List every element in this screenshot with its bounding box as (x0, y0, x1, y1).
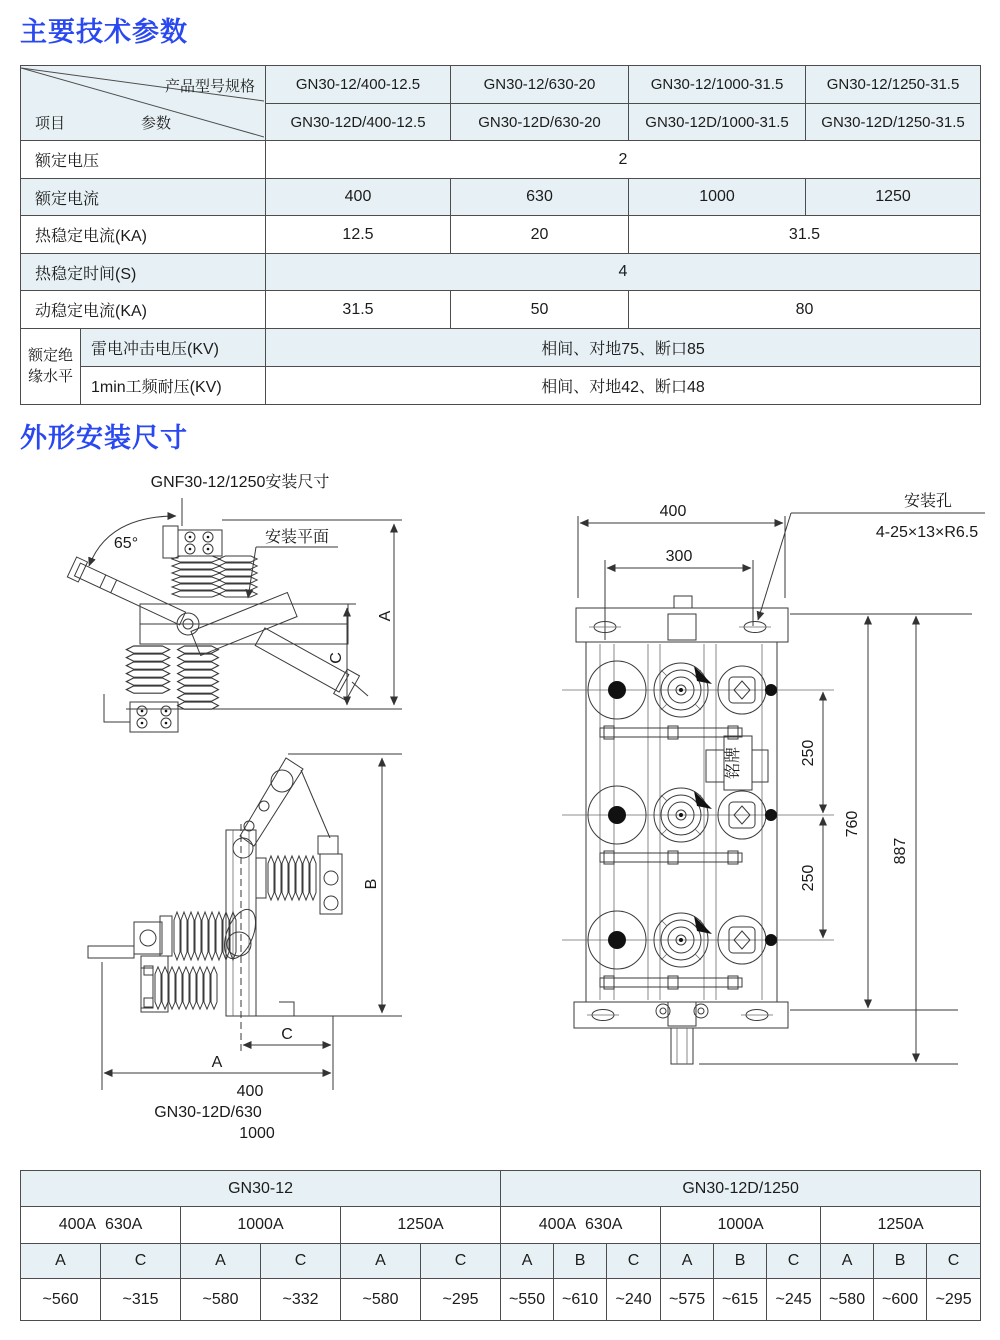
side-note-400: 400 (236, 1083, 264, 1100)
table-row (21, 254, 981, 291)
dim-letter-cell: A (501, 1244, 554, 1279)
param-label-cell: 雷电冲击电压(KV) (81, 329, 266, 367)
model-cell: GN30-12D/400-12.5 (266, 104, 451, 141)
table-row (21, 329, 981, 367)
mounting-hole-label: 安装孔 (903, 493, 953, 510)
dim-letter-cell: C (607, 1244, 661, 1279)
param-value-cell: 31.5 (266, 291, 451, 329)
rating-cell: 1000A (181, 1207, 341, 1244)
drawing-caption: GNF30-12/1250安装尺寸 (150, 474, 330, 491)
dim-value-row (21, 1279, 981, 1321)
rating-cell: 400A 630A (501, 1207, 661, 1244)
dim-letter-cell: C (421, 1244, 501, 1279)
model-header-row-1 (21, 66, 981, 104)
dim-letter-cell: A (661, 1244, 714, 1279)
series-title-left: GN30-12 (21, 1171, 501, 1207)
param-value-cell: 相间、对地42、断口48 (266, 367, 981, 405)
param-value-cell: 80 (629, 291, 981, 329)
dim-C-label: C (328, 652, 345, 664)
phase-row-2 (562, 786, 834, 844)
dim-B-label: B (363, 878, 380, 890)
dim-value-cell: ~245 (767, 1279, 821, 1321)
corner-label-item: 项目 (35, 115, 66, 132)
dim-C2-label: C (281, 1026, 293, 1043)
dim-letter-cell: A (341, 1244, 421, 1279)
dim-value-cell: ~580 (341, 1279, 421, 1321)
front-width-label: 400 (659, 503, 687, 520)
section-title-tech-params: 主要技术参数 (20, 17, 188, 47)
angle-label: 65° (113, 535, 139, 552)
diagonal-corner-cell (21, 66, 266, 141)
rating-cell: 400A 630A (21, 1207, 181, 1244)
installation-drawings (0, 455, 1000, 1167)
table-row (21, 141, 981, 179)
dim-A-label: A (377, 610, 394, 622)
param-value-cell: 20 (451, 216, 629, 254)
dim-value-cell: ~240 (607, 1279, 661, 1321)
dim-letter-cell: B (714, 1244, 767, 1279)
param-value-cell: 12.5 (266, 216, 451, 254)
nameplate-label: 铭牌 (725, 746, 742, 780)
dim-letter-cell: A (181, 1244, 261, 1279)
model-cell: GN30-12/1000-31.5 (629, 66, 806, 104)
pitch1-label: 250 (800, 739, 817, 767)
param-value-cell: 50 (451, 291, 629, 329)
side-note-model: GN30-12D/630 (154, 1104, 262, 1121)
side-note-1000: 1000 (239, 1125, 275, 1142)
dim-value-cell: ~550 (501, 1279, 554, 1321)
dim-letter-cell: C (767, 1244, 821, 1279)
series-title-right: GN30-12D/1250 (501, 1171, 981, 1207)
top-view-drawing (67, 498, 402, 732)
param-value-cell: 1000 (629, 179, 806, 216)
phase-row-1 (562, 661, 834, 719)
mounting-plane-label: 安装平面 (264, 529, 330, 546)
pitch2-label: 250 (800, 864, 817, 892)
dim-value-cell: ~295 (927, 1279, 981, 1321)
tech-params-table (20, 65, 981, 405)
param-value-cell: 400 (266, 179, 451, 216)
series-header-row (21, 1171, 981, 1207)
param-value-cell: 31.5 (629, 216, 981, 254)
dim-value-cell: ~600 (874, 1279, 927, 1321)
param-label-cell: 热稳定电流(KA) (21, 216, 266, 254)
model-cell: GN30-12/630-20 (451, 66, 629, 104)
dim-letter-cell: C (261, 1244, 341, 1279)
param-value-cell: 相间、对地75、断口85 (266, 329, 981, 367)
dim-value-cell: ~315 (101, 1279, 181, 1321)
table-row (21, 216, 981, 254)
rating-cell: 1250A (821, 1207, 981, 1244)
dim-value-cell: ~560 (21, 1279, 101, 1321)
rating-cell: 1250A (341, 1207, 501, 1244)
dim-value-cell: ~610 (554, 1279, 607, 1321)
param-label-cell: 动稳定电流(KA) (21, 291, 266, 329)
side-view-drawing (88, 754, 402, 1142)
dim-value-cell: ~580 (181, 1279, 261, 1321)
dim-letter-cell: A (21, 1244, 101, 1279)
param-value-cell: 1250 (806, 179, 981, 216)
model-cell: GN30-12D/1000-31.5 (629, 104, 806, 141)
param-value-cell: 630 (451, 179, 629, 216)
dimensions-table (20, 1170, 981, 1321)
front-view-drawing (562, 492, 985, 1064)
model-cell: GN30-12/400-12.5 (266, 66, 451, 104)
model-cell: GN30-12/1250-31.5 (806, 66, 981, 104)
rating-cell: 1000A (661, 1207, 821, 1244)
height-total-label: 887 (892, 837, 909, 865)
param-label-cell: 1min工频耐压(KV) (81, 367, 266, 405)
dim-A2-label: A (211, 1054, 223, 1071)
param-value-cell: 2 (266, 141, 981, 179)
param-label-cell: 额定电流 (21, 179, 266, 216)
dim-letter-cell: B (874, 1244, 927, 1279)
dim-value-cell: ~580 (821, 1279, 874, 1321)
section-title-dimensions: 外形安装尺寸 (20, 423, 188, 453)
dim-letter-row (21, 1244, 981, 1279)
phase-row-3 (562, 911, 834, 969)
table-row (21, 179, 981, 216)
table-row (21, 291, 981, 329)
param-label-cell: 额定电压 (21, 141, 266, 179)
model-cell: GN30-12D/1250-31.5 (806, 104, 981, 141)
dim-value-cell: ~575 (661, 1279, 714, 1321)
dim-value-cell: ~332 (261, 1279, 341, 1321)
corner-label-param: 参数 (141, 115, 172, 132)
insulation-group-cell: 额定绝缘水平 (21, 329, 81, 405)
dim-letter-cell: C (101, 1244, 181, 1279)
model-cell: GN30-12D/630-20 (451, 104, 629, 141)
current-rating-row (21, 1207, 981, 1244)
hole-span-label: 300 (665, 548, 693, 565)
param-value-cell: 4 (266, 254, 981, 291)
dim-value-cell: ~615 (714, 1279, 767, 1321)
param-label-cell: 热稳定时间(S) (21, 254, 266, 291)
height-inner-label: 760 (844, 810, 861, 838)
dim-value-cell: ~295 (421, 1279, 501, 1321)
dim-letter-cell: C (927, 1244, 981, 1279)
table-row (21, 367, 981, 405)
mounting-hole-spec: 4-25×13×R6.5 (875, 524, 979, 541)
dim-letter-cell: A (821, 1244, 874, 1279)
corner-label-product-spec: 产品型号规格 (164, 78, 255, 95)
dim-letter-cell: B (554, 1244, 607, 1279)
